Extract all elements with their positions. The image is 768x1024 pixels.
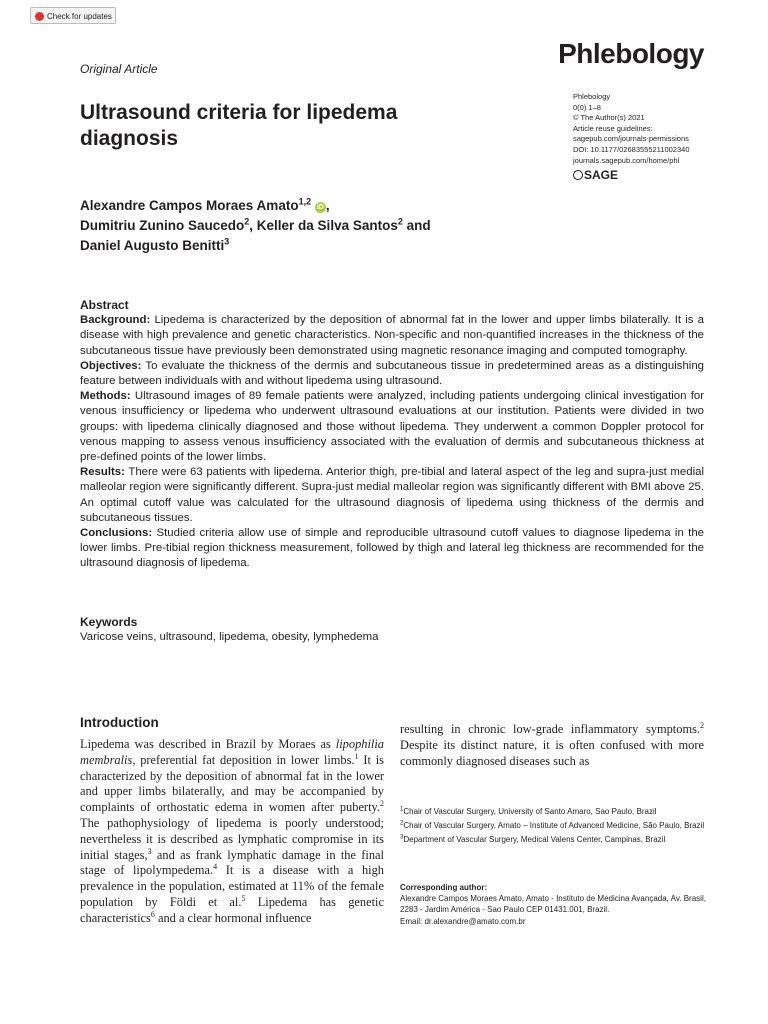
abstract-objectives (80, 359, 704, 389)
meta-journal-link[interactable]: journals.sagepub.com/home/phl (573, 155, 680, 165)
corresponding-email[interactable]: Email: dr.alexandre@amato.com.br (400, 916, 526, 926)
check-for-updates-button[interactable] (30, 7, 116, 24)
keywords (80, 615, 704, 645)
author-affil: 2 (244, 216, 250, 227)
abstract-heading: Abstract (80, 298, 129, 312)
article-type: Original Article (80, 62, 158, 76)
citation-ref[interactable]: 4 (213, 862, 218, 872)
section-label: Conclusions: (80, 527, 153, 540)
sage-logo-icon (573, 170, 583, 180)
meta-volume: 0(0) 1–8 (573, 102, 601, 112)
orcid-icon[interactable]: iD (316, 204, 324, 211)
affiliation-number: 3 (400, 834, 404, 841)
introduction-column-2 (400, 722, 704, 769)
affiliation-item (400, 820, 706, 831)
journal-meta (573, 92, 733, 182)
text-segment: Lipedema was described in Brazil by Moraes as (80, 737, 336, 751)
text-segment: The pathophysiology of lipedema is poorly understood; nevertheless it is described as lymphatic compromise in its initial stages, (80, 815, 384, 862)
author-affil: 3 (224, 236, 230, 247)
abstract (80, 298, 704, 572)
affiliation-item (400, 806, 706, 817)
affiliation-item (400, 834, 706, 845)
author-list: Alexandre Campos Moraes Amato$^{1,2}$ iD , Dumitriu Zunino Saucedo$^2$, Keller da Silva Santos$^2$ and Daniel Augusto Benitti$^3$ (80, 196, 431, 253)
affiliation-text: Chair of Vascular Surgery, Amato – Institute of Advanced Medicine, São Paulo, Brazil (403, 821, 705, 831)
section-text: Studied criteria allow use of simple and reproducible ultrasound cutoff values to diagnose lipedema in the lower limbs. Pre-tibial region thickness measurement, followed by thigh and lateral leg thickness are recommended for the ultrasound diagnosis of lipedema. (80, 527, 704, 570)
text-segment: It is a disease with a high prevalence in the population, estimated at 11% of the female population by Földi et al. (80, 863, 384, 909)
text-segment: resulting in chronic low-grade inflammatory symptoms. (400, 722, 700, 736)
meta-copyright: © The Author(s) 2021 (573, 113, 645, 123)
author-affil: 2 (397, 216, 403, 227)
introduction-text (80, 737, 384, 927)
meta-permissions-link[interactable]: sagepub.com/journals-permissions (573, 134, 689, 144)
affiliation-text: Department of Vascular Surgery, Medical Valens Center, Campinas, Brazil (403, 835, 666, 845)
abstract-results (80, 465, 704, 526)
author-name: Alexandre Campos Moraes Amato (80, 198, 299, 213)
citation-ref[interactable]: 6 (150, 909, 155, 919)
section-label: Results: (80, 466, 125, 479)
section-label: Methods: (80, 390, 131, 403)
author-affil: 1,2 (298, 196, 312, 207)
citation-ref[interactable]: 3 (147, 846, 152, 856)
author-name: Dumitriu Zunino Saucedo (80, 218, 245, 233)
citation-ref[interactable]: 5 (241, 893, 246, 903)
text-segment: It is characterized by the deposition of abnormal fat in the lower and upper limbs bilaterally, and may be accompanied by complaints of orthostatic edema in women after puberty. (80, 752, 384, 815)
publisher-name: SAGE (584, 168, 619, 183)
corresponding-author (400, 882, 706, 927)
abstract-methods (80, 389, 704, 465)
citation-ref[interactable]: 2 (380, 799, 384, 809)
section-text: Lipedema is characterized by the deposition of abnormal fat in the lower and upper limbs bilaterally. It is a disease with high prevalence and genetic characteristics. Non-specific and non-quantified increases in the thickness of the subcutaneous tissue have previously been demonstrated using magnetic resonance imaging and computed tomography. (80, 314, 704, 357)
citation-ref[interactable]: 1 (354, 751, 359, 761)
abstract-background (80, 313, 704, 359)
corresponding-heading: Corresponding author: (400, 883, 488, 892)
meta-reuse: Article reuse guidelines: (573, 123, 653, 133)
meta-journal: Phlebology (573, 92, 611, 101)
affiliation-number: 2 (400, 820, 404, 827)
article-title: Ultrasound criteria for lipedema diagnosis (80, 101, 398, 150)
meta-doi[interactable]: DOI: 10.1177/02683555211002340 (573, 144, 690, 154)
author-name: Keller da Silva Santos (256, 218, 398, 233)
publisher-logo (573, 168, 733, 182)
affiliation-text: Chair of Vascular Surgery, University of Santo Amaro, Sao Paulo, Brazil (403, 807, 657, 816)
section-label: Background: (80, 314, 151, 327)
section-text: Ultrasound images of 89 female patients were analyzed, including patients undergoing clinical investigation for venous insufficiency or lipedema who underwent ultrasound evaluations at our institution. Patients were divided in two groups: with lipedema clinically diagnosed and those without lipedema. They underwent a common Doppler protocol for venous mapping to assess venous insufficiency associated with the evaluation of dermis and subcutaneous thickness at pre-defined points of the lower limbs. (80, 390, 704, 464)
introduction-column-1 (80, 714, 384, 927)
corresponding-address: Alexandre Campos Moraes Amato, Amato - Instituto de Medicina Avançada, Av. Brasil, 2283 - Jardim América - Sao Paulo CEP 01431.001, Brazil. (400, 894, 706, 915)
text-segment: lipophilia membralis (80, 737, 384, 767)
author-name: Daniel Augusto Benitti (80, 238, 225, 253)
text-segment: Lipedema has genetic characteristics (80, 894, 384, 925)
text-segment: and a clear hormonal influence (154, 910, 312, 925)
affiliation-number: 1 (400, 806, 404, 813)
crossmark-icon (35, 12, 44, 21)
text-segment: and as frank lymphatic damage in the final stage of lipolympedema. (80, 847, 384, 878)
section-text: To evaluate the thickness of the dermis and subcutaneous tissue in predetermined areas as a distinguishing feature between individuals with and without lipedema using ultrasound. (80, 359, 704, 388)
abstract-conclusions (80, 526, 704, 572)
keywords-list: Varicose veins, ultrasound, lipedema, obesity, lymphedema (80, 631, 379, 643)
citation-ref[interactable]: 2 (700, 720, 704, 730)
journal-title: Phlebology (558, 38, 704, 69)
section-text: There were 63 patients with lipedema. Anterior thigh, pre-tibial and lateral aspect of the leg and supra-just medial malleolar region were significantly different. Supra-just medial malleolar region was significantly different with BMI above 25. An optimal cutoff value was calculated for the ultrasound diagnosis of lipedema using thickness of the dermis and subcutaneous tissues. (80, 466, 704, 524)
section-label: Objectives: (80, 359, 142, 372)
introduction-text-continued (400, 722, 704, 769)
introduction-heading: Introduction (80, 715, 159, 730)
keywords-heading: Keywords (80, 615, 138, 629)
text-segment: , preferential fat deposition in lower limbs. (132, 752, 355, 767)
text-segment: Despite its distinct nature, it is often confused with more commonly diagnosed diseases such as (400, 737, 704, 768)
affiliations (400, 806, 706, 849)
check-for-updates-label: Check for updates (47, 12, 112, 21)
